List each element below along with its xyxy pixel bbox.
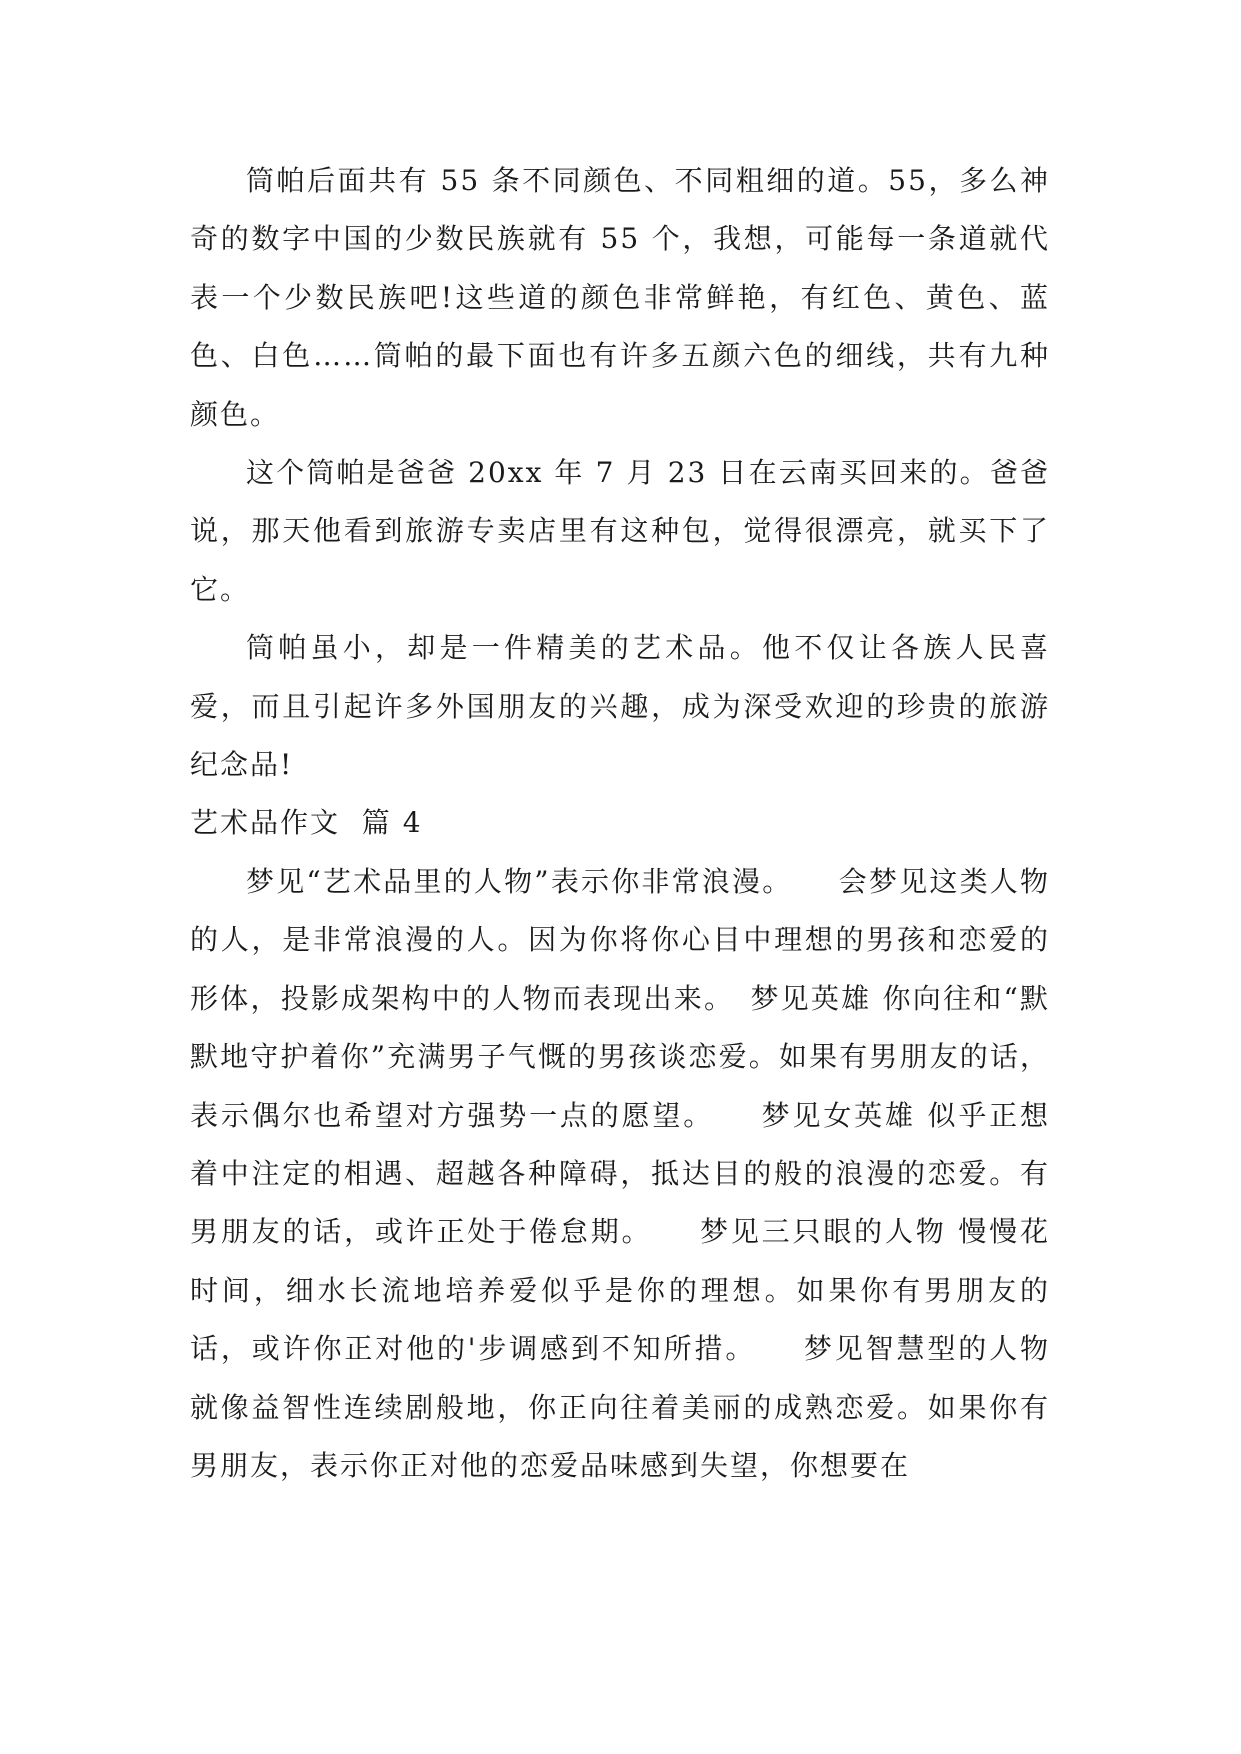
paragraph-dream-art-figures: 梦见“艺术品里的人物”表示你非常浪漫。 会梦见这类人物的人，是非常浪漫的人。因为你将你心目中理想的男孩和恋爱的形体，投影成架构中的人物而表现出来。 梦见英雄 你向往和“默默地守护着你”充满男子气慨的男孩谈恋爱。如果有男朋友的话，表示偶尔也希望对方强势一点的愿望。 梦见女英雄 似乎正想着中注定的相遇、超越各种障碍，抵达目的般的浪漫的恋爱。有男朋友的话，或许正处于倦怠期。 梦见三只眼的人物 慢慢花时间，细水长流地培养爱似乎是你的理想。如果你有男朋友的话，或许你正对他的'步调感到不知所措。 梦见智慧型的人物 就像益智性连续剧般地，你正向往着美丽的成熟恋爱。如果你有男朋友，表示你正对他的恋爱品味感到失望，你想要在 (190, 864, 1061, 1482)
section-heading: 艺术品作文 篇 4 (190, 806, 423, 840)
document-page (190, 152, 1061, 1495)
paragraph-tongpa-stripes: 筒帕后面共有 55 条不同颜色、不同粗细的道。55，多么神奇的数字中国的少数民族就有 55 个，我想，可能每一条道就代表一个少数民族吧!这些道的颜色非常鲜艳，有红色、黄色、蓝色、白色……筒帕的最下面也有许多五颜六色的细线，共有九种颜色。 (190, 164, 1050, 431)
paragraph-tongpa-conclusion: 筒帕虽小，却是一件精美的艺术品。他不仅让各族人民喜爱，而且引起许多外国朋友的兴趣，成为深受欢迎的珍贵的旅游纪念品! (190, 631, 1050, 782)
paragraph-tongpa-purchase: 这个筒帕是爸爸 20xx 年 7 月 23 日在云南买回来的。爸爸说，那天他看到旅游专卖店里有这种包，觉得很漂亮，就买下了它。 (190, 456, 1050, 606)
